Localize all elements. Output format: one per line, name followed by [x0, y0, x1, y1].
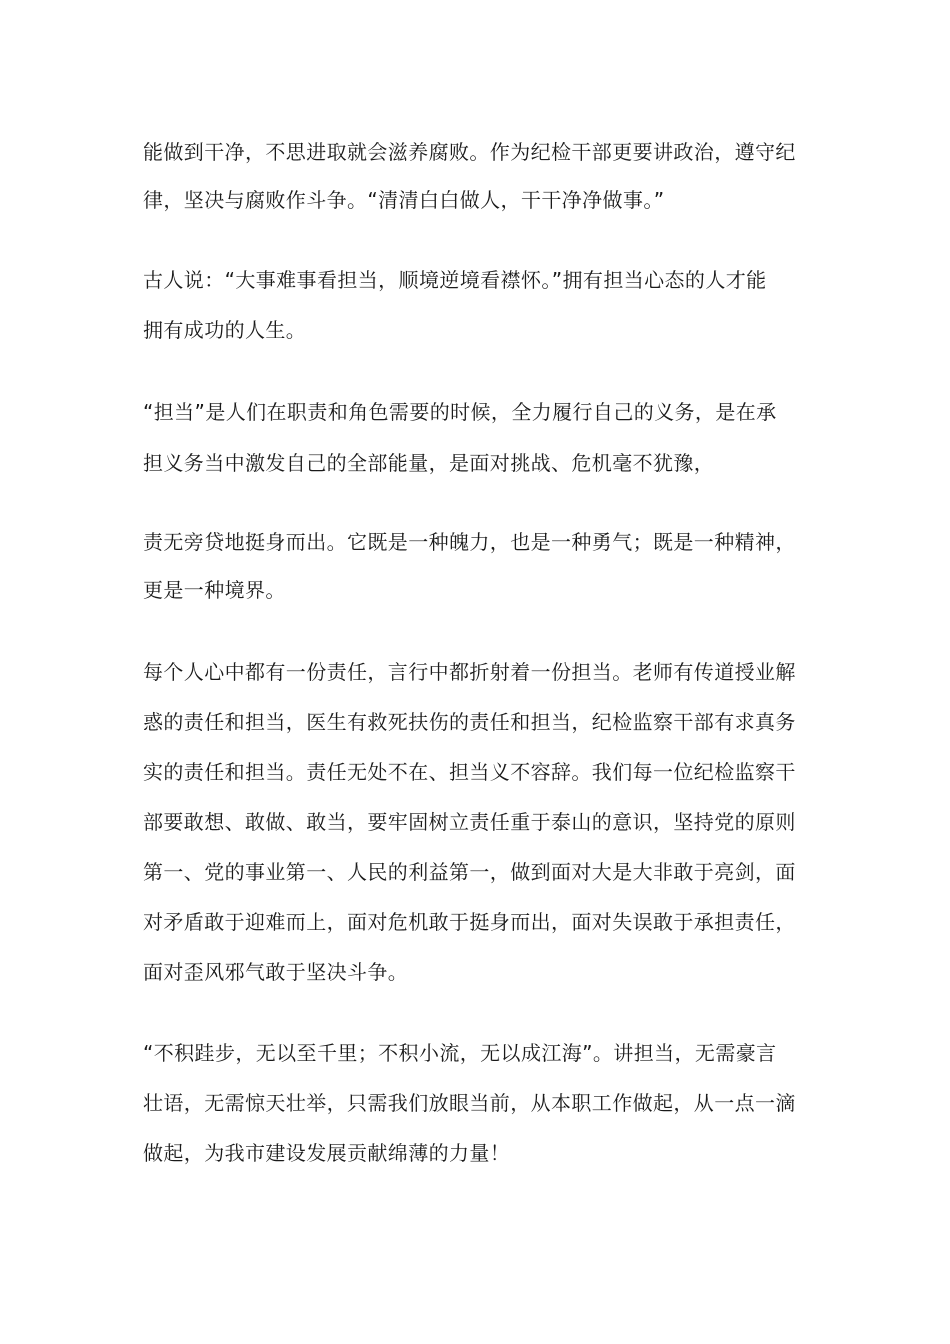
- paragraph-1-line-1: 能做到干净，不思进取就会滋养腐败。作为纪检干部更要讲政治，遵守纪: [143, 140, 796, 164]
- paragraph-5-line-7: 面对歪风邪气敢于坚决斗争。: [143, 960, 409, 984]
- paragraph-6-line-3: 做起，为我市建设发展贡献绵薄的力量！: [143, 1141, 511, 1165]
- paragraph-1-line-2: 律，坚决与腐败作斗争。“清清白白做人，干干净净做事。”: [143, 188, 665, 212]
- paragraph-3-line-1: “担当”是人们在职责和角色需要的时候，全力履行自己的义务，是在承: [143, 400, 777, 424]
- paragraph-2-line-2: 拥有成功的人生。: [143, 318, 307, 342]
- paragraph-5-line-1: 每个人心中都有一份责任，言行中都折射着一份担当。老师有传道授业解: [143, 660, 796, 684]
- paragraph-4-line-2: 更是一种境界。: [143, 578, 286, 602]
- paragraph-5-line-2: 惑的责任和担当，医生有救死扶伤的责任和担当，纪检监察干部有求真务: [143, 710, 796, 734]
- paragraph-2-line-1: 古人说：“大事难事看担当，顺境逆境看襟怀。”拥有担当心态的人才能: [143, 268, 767, 292]
- paragraph-5-line-6: 对矛盾敢于迎难而上，面对危机敢于挺身而出，面对失误敢于承担责任，: [143, 910, 796, 934]
- paragraph-3-line-2: 担义务当中激发自己的全部能量，是面对挑战、危机毫不犹豫，: [143, 451, 715, 475]
- paragraph-5-line-3: 实的责任和担当。责任无处不在、担当义不容辞。我们每一位纪检监察干: [143, 760, 796, 784]
- paragraph-6-line-1: “不积跬步，无以至千里；不积小流，无以成江海”。讲担当，无需豪言: [143, 1041, 777, 1065]
- paragraph-6-line-2: 壮语，无需惊天壮举，只需我们放眼当前，从本职工作做起，从一点一滴: [143, 1091, 796, 1115]
- paragraph-5-line-4: 部要敢想、敢做、敢当，要牢固树立责任重于泰山的意识，坚持党的原则: [143, 810, 796, 834]
- paragraph-5-line-5: 第一、党的事业第一、人民的利益第一，做到面对大是大非敢于亮剑，面: [143, 860, 796, 884]
- paragraph-4-line-1: 责无旁贷地挺身而出。它既是一种魄力，也是一种勇气；既是一种精神，: [143, 530, 796, 554]
